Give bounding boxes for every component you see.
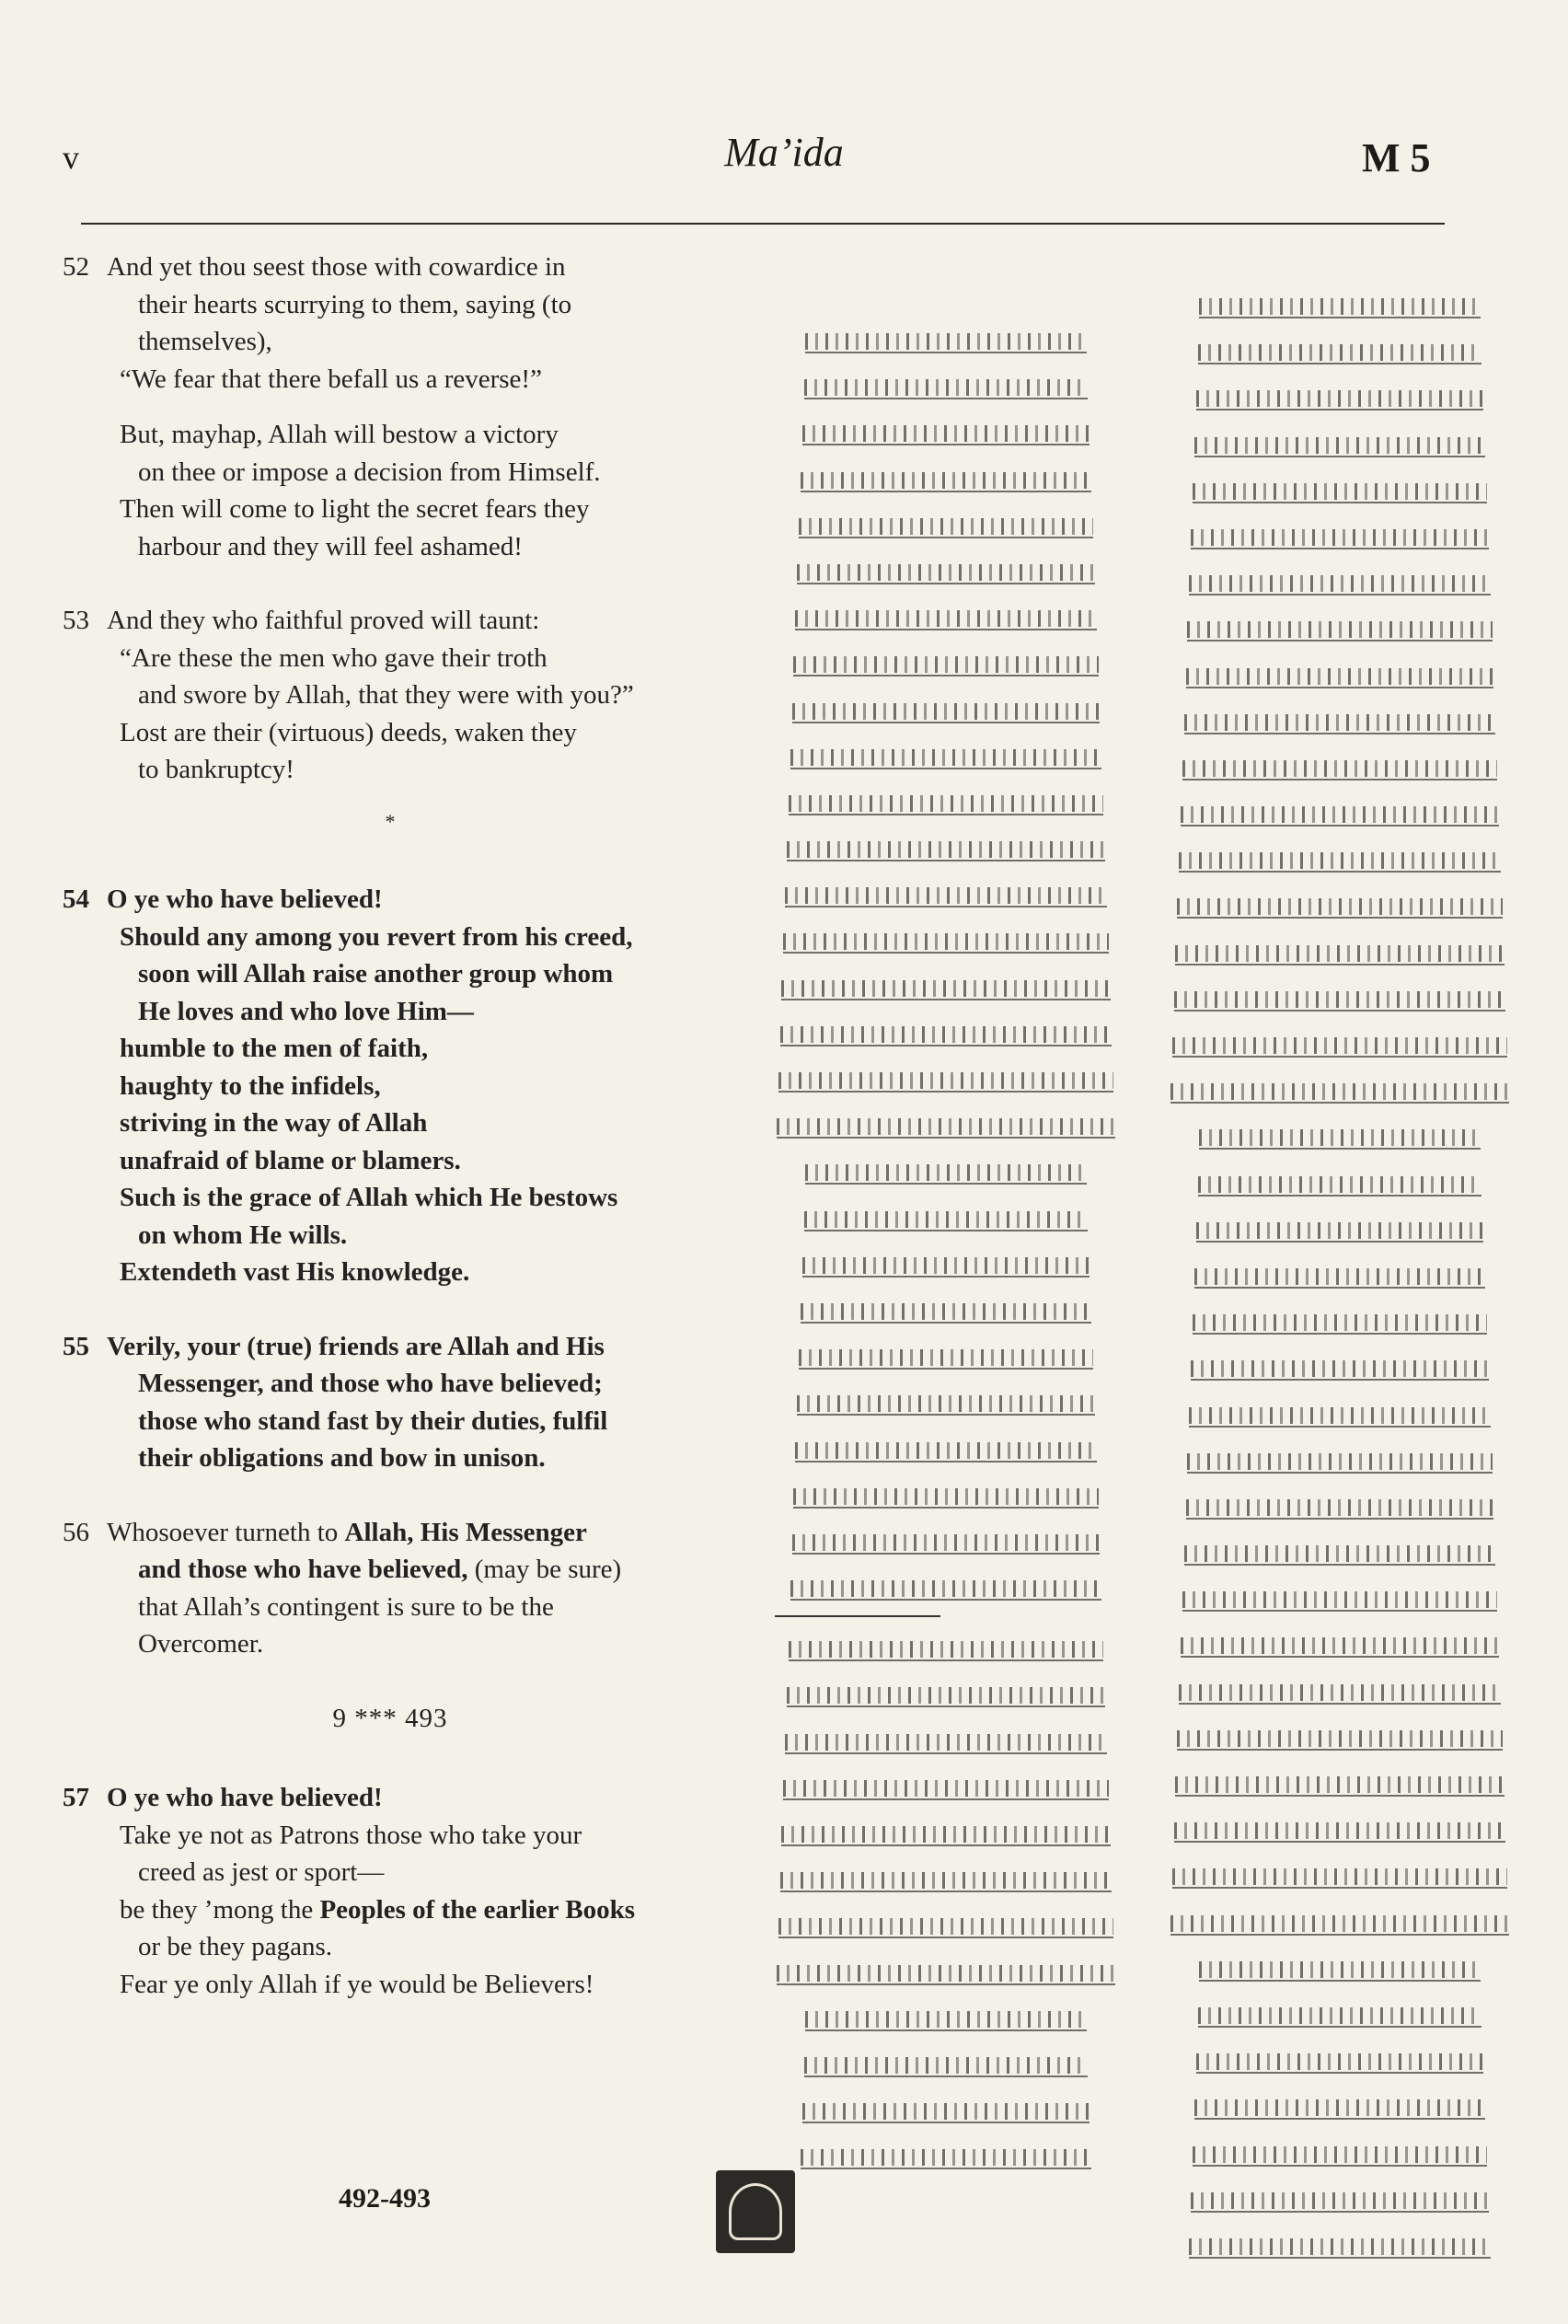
arabic-text-column-middle: [775, 322, 1117, 2185]
arabic-script-line: [1199, 287, 1480, 318]
arabic-script-line: [1189, 2227, 1490, 2259]
arabic-script-line: [802, 2092, 1090, 2123]
arabic-script-line: [777, 1107, 1115, 1139]
arabic-script-line: [1179, 1673, 1501, 1705]
arabic-script-line: [795, 599, 1096, 630]
arabic-script-line: [778, 1061, 1114, 1093]
arabic-script-line: [1191, 1349, 1489, 1381]
verse-56: 56 Whosoever turneth to Allah, His Messenger and those who have believed, (may be sure) that Allah’s contingent is sure to be the Overcomer.: [63, 1514, 718, 1663]
verse-number: 53: [63, 606, 89, 635]
arabic-script-line: [1193, 2135, 1487, 2167]
arabic-script-line: [1177, 1719, 1502, 1751]
arabic-script-line: [1170, 1904, 1509, 1936]
verse-57: 57 O ye who have believed! Take ye not as Patrons those who take your creed as jest or sport— be they ’mong the Peoples of the earlier Books or be they pagans. Fear ye only Allah if ye would be Believers!: [63, 1779, 718, 2003]
arabic-script-line: [780, 1015, 1113, 1046]
verse-54: 54 O ye who have believed! Should any among you revert from his creed, soon will Allah raise another group whom He loves and who love Him— humble to the men of faith, haughty to the infidels, striving in the way of Allah unafraid of blame or blamers. Such is the grace of Allah which He bestows on whom He wills. Extendeth vast His knowledge.: [63, 881, 718, 1291]
arabic-script-line: [1172, 1026, 1508, 1058]
arabic-script-line: [792, 1523, 1101, 1555]
arabic-script-line: [1179, 841, 1501, 873]
verse-number: 57: [63, 1783, 89, 1812]
english-translation-column: [63, 249, 718, 2003]
arabic-script-line: [1194, 2088, 1485, 2120]
arabic-script-line: [1198, 1996, 1482, 2028]
arabic-script-line: [1184, 703, 1496, 734]
arabic-script-line: [1199, 1950, 1480, 1982]
arabic-script-line: [797, 1384, 1095, 1416]
arabic-script-line: [804, 2046, 1089, 2077]
arabic-script-line: [804, 1200, 1089, 1231]
arabic-script-line: [805, 2000, 1086, 2031]
arabic-script-line: [1187, 610, 1492, 642]
arabic-script-line: [1187, 1442, 1492, 1474]
verse-52: 52 And yet thou seest those with cowardice in their hearts scurrying to them, saying (to themselves), “We fear that there befall us a reverse!” But, mayhap, Allah will bestow a victory on thee or impose a decision from Himself. Then will come to light the secret fears they harbour and they will feel ashamed!: [63, 249, 718, 565]
arabic-text-column-right: [1169, 287, 1511, 2273]
verse-number: 55: [63, 1331, 89, 1361]
arabic-script-line: [1196, 2042, 1483, 2074]
arabic-script-line: [1198, 1165, 1482, 1197]
arabic-script-line: [1181, 795, 1499, 827]
page-numbers: 492-493: [339, 2183, 431, 2214]
verse-53: 53 And they who faithful proved will taunt: “Are these the men who gave their troth and swore by Allah, that they were with you?” Lost are their (virtuous) deeds, waken they to bankruptcy!: [63, 602, 718, 789]
arabic-script-line: [783, 1769, 1108, 1800]
arabic-script-line: [1181, 1626, 1499, 1658]
publisher-logo: [716, 2170, 795, 2253]
arabic-script-line: [1186, 1488, 1494, 1520]
arabic-script-line: [785, 1723, 1107, 1754]
manzil-marker: M 5: [1362, 135, 1431, 180]
arabic-script-line: [789, 784, 1103, 815]
arabic-script-line: [797, 553, 1095, 584]
calligraphy-emblem-icon: [729, 2183, 782, 2240]
arabic-script-line: [781, 1815, 1110, 1846]
arabic-script-line: [789, 1630, 1103, 1661]
arabic-script-line: [1175, 934, 1504, 965]
arabic-script-line: [783, 922, 1108, 954]
arabic-script-line: [1196, 379, 1483, 410]
arabic-script-line: [1194, 1257, 1485, 1289]
arabic-script-line: [1172, 1857, 1508, 1889]
verse-55: 55 Verily, your (true) friends are Allah and His Messenger, and those who have believed; those who stand fast by their duties, fulfil their obligations and bow in unison.: [63, 1328, 718, 1477]
surah-title: Ma’ida: [724, 130, 844, 175]
page-marker: 9 *** 493: [332, 1703, 448, 1733]
verse-number: 52: [63, 252, 89, 282]
arabic-script-line: [801, 2138, 1091, 2169]
arabic-script-line: [787, 1676, 1105, 1707]
arabic-script-line: [1182, 1580, 1497, 1612]
arabic-separator-rule: [775, 1615, 940, 1617]
arabic-script-line: [1199, 1118, 1480, 1150]
arabic-script-line: [1186, 657, 1494, 688]
arabic-script-line: [1177, 887, 1502, 919]
arabic-script-line: [802, 1246, 1090, 1278]
arabic-script-line: [805, 322, 1086, 353]
arabic-script-line: [1191, 518, 1489, 549]
arabic-script-line: [793, 1477, 1098, 1509]
arabic-script-line: [802, 414, 1090, 445]
arabic-script-line: [1184, 1534, 1496, 1566]
arabic-script-line: [1194, 426, 1485, 457]
header-rule: [81, 223, 1445, 225]
arabic-script-line: [1191, 2181, 1489, 2213]
arabic-script-line: [799, 1338, 1093, 1370]
arabic-script-line: [785, 876, 1107, 908]
arabic-script-line: [1170, 1072, 1509, 1104]
arabic-script-line: [1189, 564, 1490, 595]
arabic-script-line: [1196, 1211, 1483, 1243]
arabic-script-line: [1189, 1396, 1490, 1428]
arabic-script-line: [801, 1292, 1091, 1324]
arabic-script-line: [790, 738, 1102, 769]
arabic-script-line: [780, 1861, 1113, 1892]
arabic-script-line: [801, 461, 1091, 492]
section-star: *: [385, 809, 396, 833]
arabic-script-line: [1175, 1765, 1504, 1797]
arabic-script-line: [1174, 980, 1506, 1012]
verse-number: 54: [63, 885, 89, 914]
arabic-script-line: [1193, 1303, 1487, 1335]
arabic-script-line: [1198, 333, 1482, 364]
arabic-script-line: [795, 1431, 1096, 1463]
header-section-mark: v: [63, 139, 79, 176]
verse-number: 56: [63, 1517, 89, 1547]
arabic-script-line: [793, 645, 1098, 676]
arabic-script-line: [1182, 749, 1497, 780]
arabic-script-line: [805, 1153, 1086, 1185]
arabic-script-line: [804, 368, 1089, 399]
arabic-script-line: [777, 1954, 1115, 1985]
arabic-script-line: [781, 969, 1110, 1000]
arabic-script-line: [778, 1907, 1114, 1938]
arabic-script-line: [1193, 472, 1487, 503]
arabic-script-line: [792, 692, 1101, 723]
arabic-script-line: [790, 1569, 1102, 1601]
arabic-script-line: [799, 507, 1093, 538]
arabic-script-line: [1174, 1811, 1506, 1843]
arabic-script-line: [787, 830, 1105, 861]
